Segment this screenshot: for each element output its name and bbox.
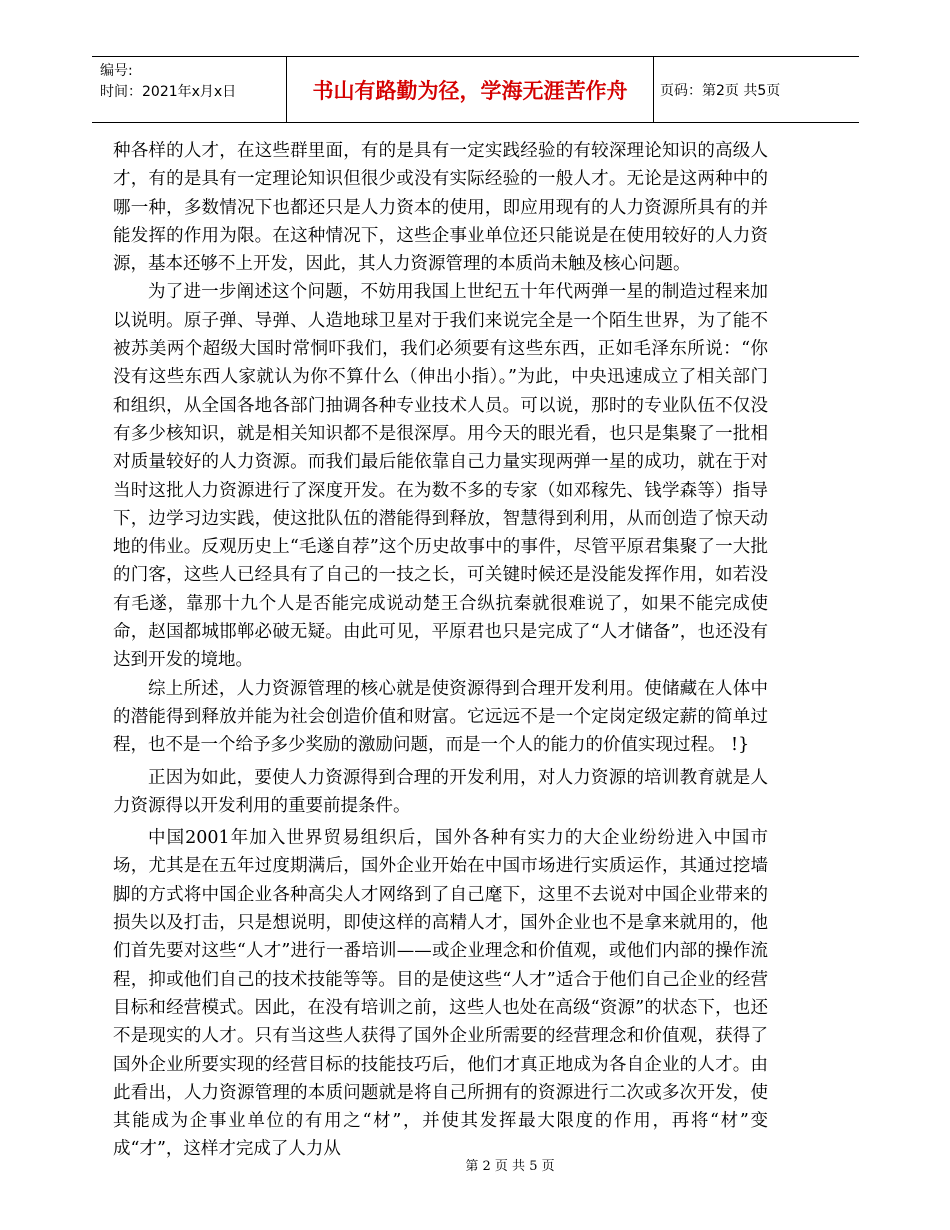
paragraph-1: 种各样的人才，在这些群里面，有的是具有一定实践经验的有较深理论知识的高级人才，有的是具有一定理论知识但很少或没有实际经验的一般人才。无论是这两种中的哪一种，多数情况下也都还只是人力资本的使用，即应用现有的人力资源所具有的并能发挥的作用为限。在这种情况下，这些企事业单位还只能说是在使用较好的人力资源，基本还够不上开发，因此，其人力资源管理的本质尚未触及核心问题。 [113,141,768,275]
paragraph-2: 为了进一步阐述这个问题，不妨用我国上世纪五十年代两弹一星的制造过程来加以说明。原子弹、导弹、人造地球卫星对于我们来说完全是一个陌生世界，为了能不被苏美两个超级大国时常恫吓我们，我们必须要有这些东西，正如毛泽东所说：“你没有这些东西人家就认为你不算什么（伸出小指）。”为此，中央迅速成立了相关部门和组织，从全国各地各部门抽调各种专业技术人员。可以说，那时的专业队伍不仅没有多少核知识，就是相关知识都不是很深厚。用今天的眼光看，也只是集聚了一批相对质量较好的人力资源。而我们最后能依靠自己力量实现两弹一星的成功，就在于对当时这批人力资源进行了深度开发。在为数不多的专家（如邓稼先、钱学森等）指导下，边学习边实践，使这批队伍的潜能得到释放，智慧得到利用，从而创造了惊天动地的伟业。反观历史上“毛遂自荐”这个历史故事中的事件，尽管平原君集聚了一大批的门客，这些人已经具有了自己的一技之长，可关键时候还是没能发挥作用，如若没有毛遂，靠那十九个人是否能完成说动楚王合纵抗秦就很难说了，如果不能完成使命，赵国都城邯郸必破无疑。由此可见，平原君也只是完成了“人才储备”，也还没有达到开发的境地。 [113,282,768,671]
header-page-label: 页码：第2页 共5页 [660,82,781,99]
time-label: 时间：2021年x月x日 [100,84,237,100]
number-label: 编号: [100,63,133,79]
page-header [92,56,859,123]
page-footer: 第 2 页 共 5 页 [465,1159,555,1174]
header-motto: 书山有路勤为径，学海无涯苦作舟 [286,57,654,122]
paragraph-4: 正因为如此，要使人力资源得到合理的开发利用，对人力资源的培训教育就是人力资源得以开发利用的重要前提条件。 [113,767,768,816]
paragraph-5: 中国2001年加入世界贸易组织后，国外各种有实力的大企业纷纷进入中国市场，尤其是在五年过度期满后，国外企业开始在中国市场进行实质运作，其通过挖墙脚的方式将中国企业各种高尖人才网络到了自己麾下，这里不去说对中国企业带来的损失以及打击，只是想说明，即使这样的高精人才，国外企业也不是拿来就用的，他们首先要对这些“人才”进行一番培训——或企业理念和价值观，或他们内部的操作流程，抑或他们自己的技术技能等等。目的是使这些“人才”适合于他们自己企业的经营目标和经营模式。因此，在没有培训之前，这些人也处在高级“资源”的状态下，也还不是现实的人才。只有当这些人获得了国外企业所需要的经营理念和价值观，获得了国外企业所要实现的经营目标的技能技巧后，他们才真正地成为各自企业的人才。由此看出，人力资源管理的本质问题就是将自己所拥有的资源进行二次或多次开发，使其能成为企事业单位的有用之“材”，并使其发挥最大限度的作用，再将“材”变成“才”，这样才完成了人力从 [113,828,768,1160]
header-meta [100,61,280,103]
document-body [113,137,768,1164]
paragraph-3: 综上所述，人力资源管理的核心就是使资源得到合理开发利用。使储藏在人体中的潜能得到释放并能为社会创造价值和财富。它远远不是一个定岗定级定薪的简单过程，也不是一个给予多少奖励的激励问题，而是一个人的能力的价值实现过程。 !} [113,678,768,756]
